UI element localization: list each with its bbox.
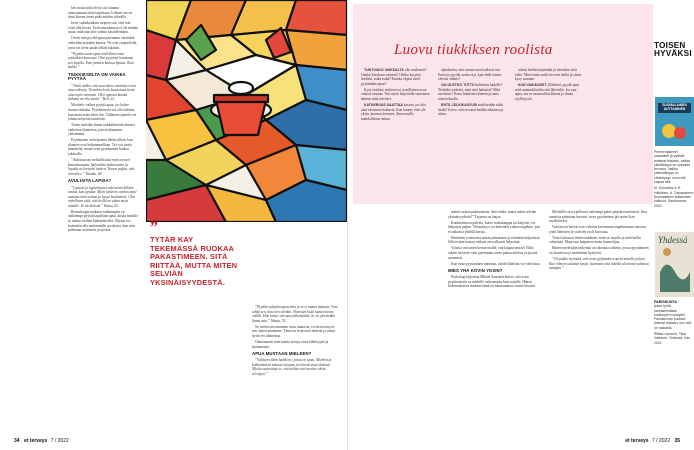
left-footer <box>14 438 69 444</box>
stained-glass-illustration <box>146 0 347 222</box>
tip-heading: KUN VAIKEUDET <box>518 83 547 88</box>
quote: ”Pyydän nykyään apua aina ja se ei muuta minusta. Voin tehdä sen, kun olen olenkin. Yhteistyö lisää lapsen luotto välillä. Hän tuntee olevansa lähempänä. Se on yleensäkin ihana asia.” Marja, 76. <box>252 305 338 323</box>
section-heading: MIES YHÄ KOVIN YKSIN? <box>448 268 503 274</box>
tip-text: kohteesta kaikille? Tietääkö ystäväsi, mitä sinä haluaisit? Mitä tarvitsisit? Kerro haluistasi ääneen ja anna toisten kuulla. <box>438 83 503 101</box>
right-column-1 <box>448 210 543 425</box>
sidebar-credit: Riikka Juvonen, Tiina Valtonen: Yhdessä, Into 2021. <box>654 332 690 345</box>
paragraph: kin, mutta joka elvisi siis tottunut onnistumaan omia tarpeitaan. Iriilmat tuo on tiimi iloisen tavan pitää erittäin sitkeällä. <box>68 6 133 20</box>
tip-text: mitä heidän tulisi tietää? Kerro, että arvostat heidän aikaansa ja tukea. <box>438 102 504 117</box>
paragraph: Vain hyvin harvat ovat valmiita kertomaan ongelmistaan suoraan, joten läheisten ja ystävien rooli korostuu. <box>549 225 647 234</box>
sidebar <box>654 42 694 59</box>
paragraph: Mietitele: vaikea pyytää apua, jos kokee itsensä tiukaksi. Pyytämisestä voi olla tiukkaa, kun moni asiaa tekee itse. Tällainen ajattelu voi johtaa erityisiin tunteisiin. <box>68 103 137 122</box>
paragraph: Henkinen voimavara auttaa jaksamaan ja etsimään helpotusta. Silloin ajan kanssa vaikeat asiat alkavat helpottua. <box>448 235 541 245</box>
quote: ”On pakko myöntää, että avun pyytäminen opetti minulle paljon. Kun viimein uskalsin kysyä, huomasin että lähellä oli monta valmista auttajaa.” <box>549 256 649 271</box>
quote: ”Tiedä ettäkö, että saat tukea sisarukset ovat aina vahvoja. Tietenkin heitä haastetaan heitä aina myös varmasti. Olen oppinut kuinka tärkeää on olla avoin.” Heli, 61. <box>68 83 136 102</box>
tip-heading: VAI OLETKO TUTTU <box>441 83 475 88</box>
sidebar-text-2 <box>654 300 694 345</box>
tip-heading: TUNTUUKO VAIKEALTA <box>364 68 404 72</box>
sidebar-label: PARISKUNTA <box>654 300 678 304</box>
sidebar-text: Perheenjäsenet, sukulaiset ja ystävät auttavat toisiaan, vaikka yksilöllisyys on nykyään arvossa. Vaikka yhteisöllisyys on vähentynyt, moni silti kaipaa sitä. <box>654 150 691 185</box>
section-heading: AVULIAITA LAPSIA? <box>68 178 112 184</box>
sidebar-credit: M. Doncellas & H. Häkkinen, A. Tossavainen: Suomalainen auttamisen kulttuuri, Gaudeamus 2020. <box>654 186 694 208</box>
quote: ”Aukeutuessa meikäläisissä myös tunteet kannustamaan, hälytetään halutessaan ja lopulta ne kertyvät tietäen. Toivon paljon, että niin tulee.” Tiinaku, 68. <box>68 158 135 176</box>
right-footer <box>625 438 680 444</box>
left-column-2 <box>252 305 340 427</box>
stained-glass-svg <box>146 0 347 222</box>
paragraph: Toiset haluavat tietää etukäteen, mitä on tarjolla ja mitä heiltä odotetaan. Muut taas kaipaavat ensin kuuntelijaa. <box>549 235 641 245</box>
right-column-2 <box>549 210 649 425</box>
tip-column-3 <box>515 68 585 198</box>
paragraph: Konkreettinen palvelu, kuten ruokakauppa tai kuljetus, voi helpottaa paljon. Yksinäisyys on kuitenkin vaikea ongelma, jota ei ratkaista yhdellä kertaa. <box>448 220 540 234</box>
tip-text: kasvaa, jos olet aina vastuussa kaikesta. Kun tunnet, ettet ole yksin, kuorma kevenee. Anna muille mahdollisuus auttaa. <box>361 102 426 121</box>
paragraph: Se, mitten arvostamme avun saamista, voi kertoa myös sen, miten annamme. Tämä on erityisesti tärkeää ja toimii hyvin eri tilanteissa. <box>252 324 336 338</box>
quote: ”Pyydän usein apua mielelläni ensin ystäviltäni kanssani. Olen pyytänyt huomasin sen lopulla. Ensi juoksen kanssa lipusta. Ihan kaikki.” <box>68 51 134 70</box>
paragraph: Ovetti niin pyytää apua paremmin varsinkin vaikeiden asioiden kanssa. Ne ovat sisäpuolella, josta voi kerta saada selkeä takaisin. <box>68 36 138 50</box>
tip-heading: ENTÄ JÄLKIKASVUSI <box>441 102 478 107</box>
issue-number: 7 / 2022 <box>651 438 671 444</box>
sidebar-text-1 <box>654 150 694 208</box>
paragraph: Toisin myöskin ilman tiukkailmiöitä ihmiset vaikeissa tilanteissa, joita kohtaamme yleisimmin. <box>68 123 135 137</box>
tip-column-2 <box>438 68 508 198</box>
page-number: 34 <box>14 438 20 444</box>
quote: ”Lapseni ja lapsenlapset tulevat mielellään avuksi, kun pyydän. Myös tyttäreni vanhin lapsi muistaa aina soittaa ja kysyä kuulumiset. Olen onnellinen siitä, että heillä on aikaa myös minulle. Se on tärkeää.” Kaisa, 65. <box>68 185 137 208</box>
paragraph: Josef vahinkonkuin tarpeen sitä, ettei hän voisi olla kovaa. Tuola maailmassa ei ole mitään asiaa, mitä hän olisi valmis käsittelemään. <box>68 21 138 35</box>
paragraph: Mieheillä on tyypillisesti vahvempi paine pärjätä itsenäisesti. Kun tunteista puhutaan harvoin, avun pyytäminen jää usein liian myöhäiseksi. <box>549 210 648 224</box>
sidebar-text: tekee työtä parhaimmillaan molempien hyödyksi. Pariskunnan puolisot tukevat toisiaan, kun arki on raskasta. <box>654 304 692 330</box>
issue-number: 7 / 2022 <box>50 438 69 444</box>
book-cover-1-title: SUOMALAINEN AUTTAMINEN <box>662 103 687 111</box>
paragraph: Onnistuneen tuen kautta syntyy aitoa läheisyyttä ja luottamusta. <box>252 339 329 349</box>
tip-text: odotat heidän käyntiään ja oletuskin siitä tulee. Mieti ensin mitä toivoisit heiltä ja sitten kysy suoraan. <box>515 68 582 82</box>
section-heading: APUA MUSTAAN MIELEEN? <box>252 351 312 357</box>
book-cover-2-title: Yhdessä <box>658 235 688 245</box>
pull-quote: TYTÄR KAY TEKEMÄSSÄ RUOKAA PAKASTIMEEN. SITÄ RIITTÄÄ, MUTTA MITEN SELVIÄN YKSINÄISYYDESTÄ. <box>150 235 238 287</box>
paragraph: Rosenborgin mukaan vanhempien on vaikeampi pyytää lapsiltaan apua, koska monille se tuntuu roolien kääntymiseltä. Ohjaus voi kuitenkin olla molemmille arvokasta, kun siitä puhutaan avoimesti ja ajoissa. <box>68 209 138 233</box>
paragraph: Hänen mielestään tärkeintä on rakentaa suhteita, joissa pyytäminen on luontevaa ja molemmat hyötyvät. <box>549 246 649 255</box>
left-column-1 <box>68 6 138 424</box>
magazine-name: et terveys <box>23 438 48 444</box>
quote: ”Valitsen yöhön kaikki ne, joista on apua. Mieheni ja kodinomaiset tukevat toisiaan ja tekevät asiat yhdessä. Mieltä rauhoittaa se, että tiedän ettei tarvitse yksin selviytyä.” <box>252 358 332 376</box>
tip-text: yllättävät, pyydä apua sekä ammattilaisilta että läheisiltä. Jos saat apua, ota se vastaan kiitollisena ja ilman syyllisyyttä. <box>515 83 580 101</box>
paragraph: Voisiko vaivaisen kertoa muille, että kaipaa seuraa? Ehkä oikein tarvitsee vain paremman tavan puhua asioista ja pyytää avoimesti. <box>448 246 538 260</box>
sidebar-title: TOISEN HYVÄKSI <box>654 41 692 59</box>
magazine-name: et terveys <box>625 438 649 444</box>
tip-heading: KATKERUUS SAATTAA <box>364 102 403 107</box>
paragraph: Kun avun pyytäminen onnistuu, suhde läheisiin voi vahvistua. <box>451 261 541 266</box>
tip-text: olla avuliaasti? Otatko kiitoksen vastaan? Oletko kysynyt itseltäsi, mikä estää? Kuinka ohjaat itsesi pyytämään apua? <box>361 68 427 86</box>
book-cover-2 <box>655 232 694 297</box>
tip-text: Kysy itseltäsi, mitä toivot ja millaisen avun ottaisit vastaan. Voit myös harjoitella sanomaan ääneen mitä tarvitset. <box>361 87 430 101</box>
tip-column-1 <box>361 68 431 198</box>
paragraph: Pyytäminen on helpointa tehdä silloin, kun tilanteet ovat helpoimmillaan. Työ voi tuoda jännitteitä, mutta avun pyytäminen kuuluu jokaiselle. <box>68 138 133 157</box>
paragraph: määrä ruokaa pakastimeen. Sitä riittää, mutta miten selviän yksinäisyydestä?” Tarjonta on laajaa. <box>448 210 537 219</box>
tip-box-title: Luovu tiukkiksen roolista <box>394 42 553 58</box>
section-heading: TIUKKIKSELTA ON VAIKEA PYYTÄÄ <box>68 71 126 82</box>
tip-text: ajatuksesta, että vastaat aina kaikesta itse. Entä jos pyydät avuksi nyt, kun ehdit tuntea olevasi valmis? <box>438 68 502 82</box>
right-page <box>347 0 694 450</box>
paragraph: Psykologi kirjoittaa Mikael Saarinen kertoo, että avun pyytämisestä on miehille vaikeampaa kuin naisille. Hänen kokemuksensa mukaan tämä on muuttumassa, mutta hitaasti. <box>448 275 536 289</box>
page-number: 35 <box>674 438 680 444</box>
quote-mark-icon: ” <box>150 219 158 236</box>
book-cover-1 <box>655 97 694 146</box>
